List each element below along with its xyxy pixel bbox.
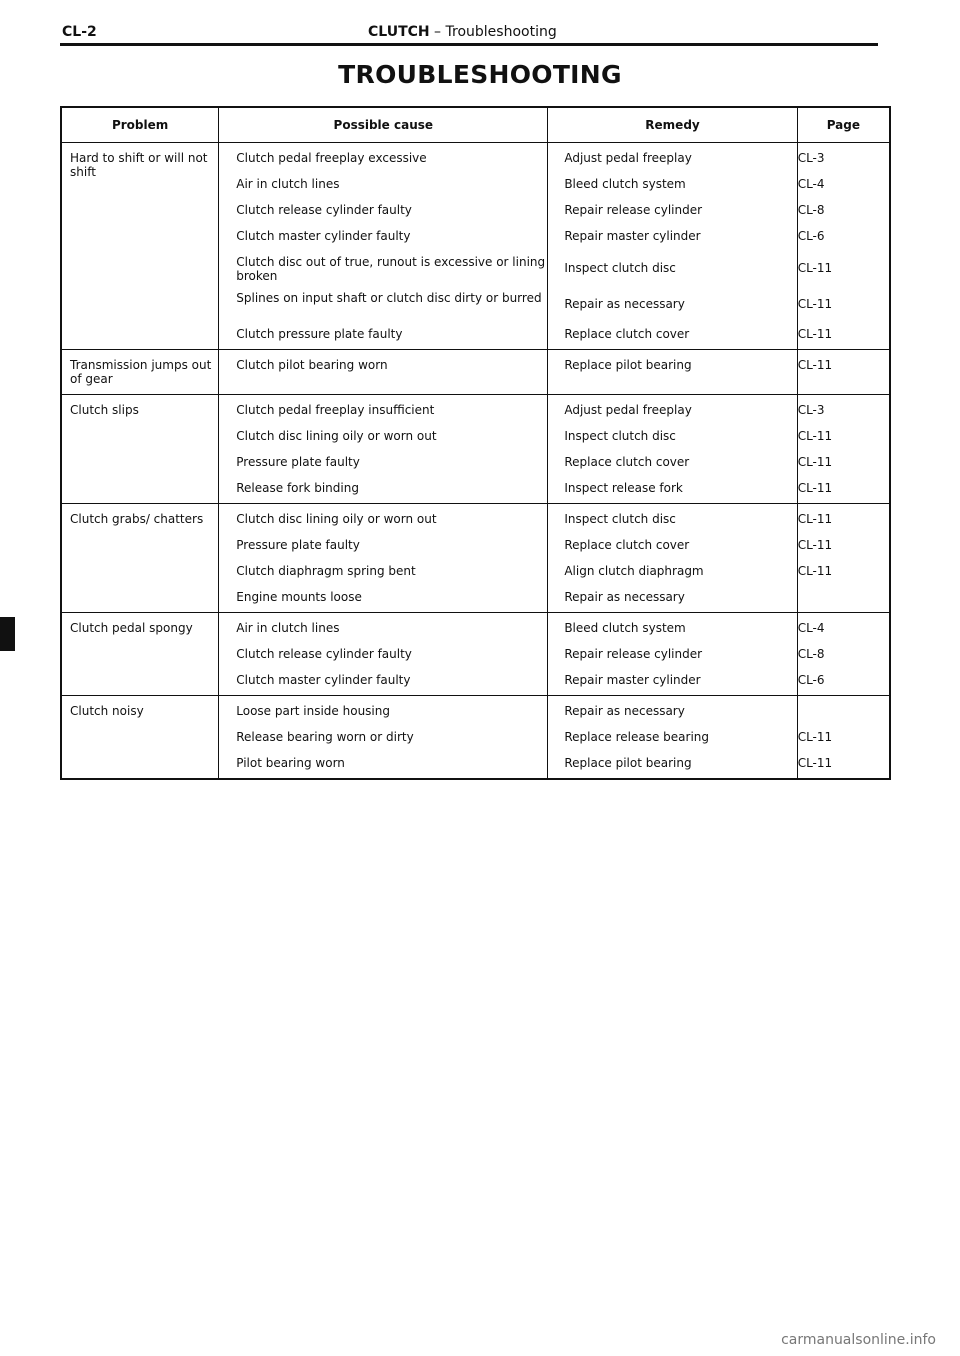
page-title: TROUBLESHOOTING (338, 60, 622, 89)
page-ref: CL-11 (797, 512, 833, 526)
remedy-line: Repair as necessary (564, 590, 685, 604)
table-row (61, 143, 890, 350)
cause-line: Clutch release cylinder faulty (236, 203, 412, 217)
remedy-line: Inspect clutch disc (564, 429, 676, 443)
page-ref: CL-4 (797, 621, 825, 635)
remedy-line: Repair master cylinder (564, 673, 701, 687)
remedy-line: Bleed clutch system (564, 621, 686, 635)
page-ref: CL-11 (797, 481, 833, 495)
remedy-line: Repair release cylinder (564, 203, 703, 217)
cause-line: Loose part inside housing (236, 704, 390, 718)
table-row (61, 395, 890, 504)
cause-cell (219, 696, 548, 780)
running-header (62, 24, 878, 44)
cause-cell (219, 504, 548, 613)
remedy-line: Adjust pedal freeplay (564, 403, 692, 417)
page-ref (798, 590, 888, 604)
cause-line: Clutch master cylinder faulty (236, 673, 411, 687)
cause-cell (219, 613, 548, 696)
remedy-line: Inspect clutch disc (564, 261, 676, 275)
cause-line: Splines on input shaft or clutch disc dirty or burred (236, 291, 542, 305)
cause-line: Clutch pressure plate faulty (236, 327, 403, 341)
header-problem: Problem (61, 107, 219, 143)
remedy-line: Bleed clutch system (564, 177, 686, 191)
page-code: CL-2 (62, 24, 97, 40)
page-ref: CL-3 (797, 151, 825, 165)
side-tab-marker (0, 617, 15, 651)
section-subtitle: Troubleshooting (445, 24, 557, 40)
remedy-line: Repair as necessary (564, 297, 685, 311)
page-ref: CL-11 (797, 297, 833, 311)
page-ref: CL-11 (797, 756, 833, 770)
problem-cell: Clutch grabs/ chatters (61, 504, 219, 613)
cause-line: Engine mounts loose (236, 590, 362, 604)
remedy-cell (548, 395, 797, 504)
remedy-line: Replace release bearing (564, 730, 710, 744)
remedy-line: Replace pilot bearing (564, 358, 692, 372)
cause-line: Clutch pedal freeplay excessive (236, 151, 427, 165)
cause-line: Pressure plate faulty (236, 455, 360, 469)
remedy-line: Replace clutch cover (564, 455, 690, 469)
problem-cell: Clutch slips (61, 395, 219, 504)
remedy-line: Repair master cylinder (564, 229, 701, 243)
cause-line: Air in clutch lines (236, 621, 340, 635)
page-ref: CL-6 (797, 229, 825, 243)
remedy-cell (548, 504, 797, 613)
problem-cell: Transmission jumps out of gear (61, 350, 219, 395)
remedy-line: Replace pilot bearing (564, 756, 692, 770)
cause-cell (219, 350, 548, 395)
table-row (61, 613, 890, 696)
page-ref: CL-11 (797, 327, 833, 341)
cause-line: Release bearing worn or dirty (236, 730, 414, 744)
remedy-line: Adjust pedal freeplay (564, 151, 692, 165)
cause-line: Clutch master cylinder faulty (236, 229, 411, 243)
troubleshooting-table (60, 106, 891, 780)
remedy-line: Align clutch diaphragm (564, 564, 704, 578)
remedy-cell (548, 696, 797, 780)
remedy-line: Repair as necessary (564, 704, 685, 718)
remedy-line: Replace clutch cover (564, 327, 690, 341)
remedy-line: Repair release cylinder (564, 647, 703, 661)
cause-line: Pressure plate faulty (236, 538, 360, 552)
section-dash: – (429, 24, 446, 40)
cause-line: Clutch disc out of true, runout is excessive or lining broken (236, 255, 546, 283)
page-ref: CL-11 (797, 261, 833, 275)
page-ref: CL-11 (797, 538, 833, 552)
page-ref: CL-11 (797, 455, 833, 469)
page-cell (797, 613, 890, 696)
problem-cell: Clutch pedal spongy (61, 613, 219, 696)
cause-cell (219, 143, 548, 350)
table-row (61, 504, 890, 613)
remedy-cell (548, 350, 797, 395)
page-ref: CL-6 (797, 673, 825, 687)
cause-line: Pilot bearing worn (236, 756, 345, 770)
page-ref: CL-11 (797, 564, 833, 578)
page-ref (798, 704, 888, 718)
page-cell (797, 696, 890, 780)
table-header-row (61, 107, 890, 143)
remedy-cell (548, 143, 797, 350)
watermark: carmanualsonline.info (781, 1332, 936, 1348)
page-ref: CL-8 (797, 647, 825, 661)
table-body (61, 143, 890, 780)
cause-line: Clutch diaphragm spring bent (236, 564, 416, 578)
page-cell (797, 143, 890, 350)
cause-line: Clutch release cylinder faulty (236, 647, 412, 661)
remedy-line: Replace clutch cover (564, 538, 690, 552)
section-name: CLUTCH (368, 24, 430, 40)
page-ref: CL-3 (797, 403, 825, 417)
cause-cell (219, 395, 548, 504)
header-cause: Possible cause (219, 107, 548, 143)
remedy-cell (548, 613, 797, 696)
section-title (368, 24, 557, 40)
cause-line: Clutch disc lining oily or worn out (236, 429, 437, 443)
problem-cell: Hard to shift or will not shift (61, 143, 219, 350)
page-ref: CL-4 (797, 177, 825, 191)
page-cell (797, 504, 890, 613)
remedy-line: Inspect release fork (564, 481, 683, 495)
page-ref: CL-11 (797, 730, 833, 744)
page-cell (797, 395, 890, 504)
cause-line: Air in clutch lines (236, 177, 340, 191)
cause-line: Clutch pedal freeplay insufficient (236, 403, 435, 417)
page-cell (797, 350, 890, 395)
table-row (61, 696, 890, 780)
problem-cell: Clutch noisy (61, 696, 219, 780)
page-ref: CL-11 (797, 429, 833, 443)
table-row (61, 350, 890, 395)
cause-line: Clutch disc lining oily or worn out (236, 512, 437, 526)
header-remedy: Remedy (548, 107, 797, 143)
cause-line: Release fork binding (236, 481, 359, 495)
header-rule (60, 43, 878, 46)
page-ref: CL-11 (797, 358, 833, 372)
cause-line: Clutch pilot bearing worn (236, 358, 388, 372)
page-ref: CL-8 (797, 203, 825, 217)
header-page: Page (797, 107, 890, 143)
remedy-line: Inspect clutch disc (564, 512, 676, 526)
